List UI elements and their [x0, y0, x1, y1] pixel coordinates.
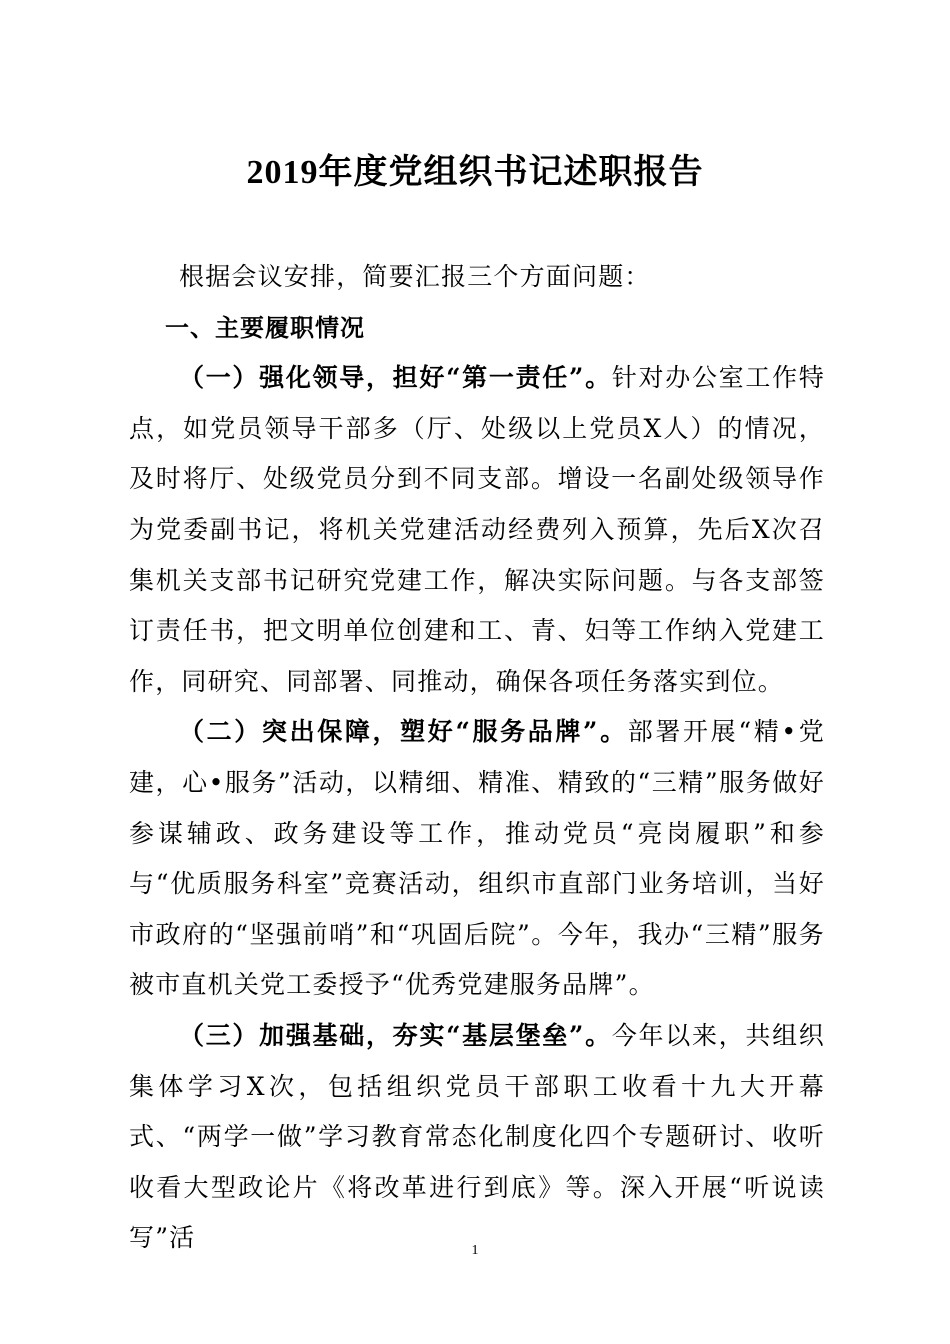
paragraph-2 — [129, 707, 825, 1011]
paragraph-3-lead: （三）加强基础，夯实“基层堡垒”。 — [179, 1020, 612, 1050]
paragraph-1-text: 针对办公室工作特点，如党员领导干部多（厅、处级以上党员X人）的情况，及时将厅、处级党员分到不同支部。增设一名副处级领导作为党委副书记，将机关党建活动经费列入预算，先后X次召集机关支部书记研究党建工作，解决实际问题。与各支部签订责任书，把文明单位创建和工、青、妇等工作纳入党建工作，同研究、同部署、同推动，确保各项任务落实到位。 — [129, 363, 825, 696]
document-title: 2019年度党组织书记述职报告 — [246, 154, 704, 191]
paragraph-2-text: 部署开展“精•党建，心•服务”活动，以精细、精准、精致的“三精”服务做好参谋辅政、政务建设等工作，推动党员“亮岗履职”和参与“优质服务科室”竞赛活动，组织市直部门业务培训，当好市政府的“坚强前哨”和“巩固后院”。今年，我办“三精”服务被市直机关党工委授予“优秀党建服务品牌”。 — [129, 717, 825, 1000]
intro-paragraph: 根据会议安排，简要汇报三个方面问题： — [179, 262, 651, 291]
paragraph-1-lead: （一）强化领导，担好“第一责任”。 — [179, 363, 612, 393]
section-heading: 一、主要履职情况 — [165, 313, 365, 342]
document-body — [129, 252, 825, 1264]
paragraph-3 — [129, 1011, 825, 1264]
page-number: 1 — [471, 1243, 479, 1258]
paragraph-1 — [129, 353, 825, 707]
paragraph-3-text: 今年以来，共组织集体学习X次，包括组织党员干部职工收看十九大开幕式、“两学一做”学习教育常态化制度化四个专题研讨、收听收看大型政论片《将改革进行到底》等。深入开展“听说读写”活 — [129, 1020, 825, 1253]
paragraph-2-lead: （二）突出保障，塑好“服务品牌”。 — [179, 717, 628, 747]
